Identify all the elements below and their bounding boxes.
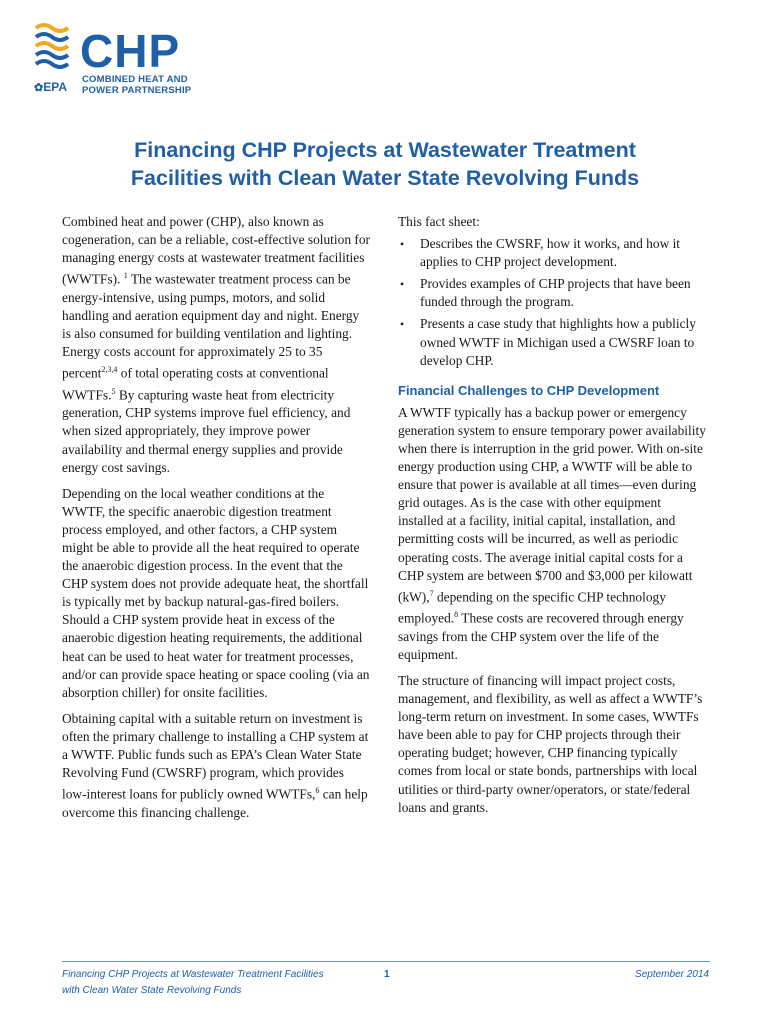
logo-epa-text <box>34 80 67 94</box>
chp-logo <box>34 18 234 118</box>
text-run: A WWTF typically has a backup power or emergency generation system to ensure temporary power availability when there is interruption in the grid power. With on-site energy production using CHP, a WWTF will be able to ensure that power is available at all times—even during grid outages. As is the case with other equipment installed at a facility, initial capital, installation, and permitting costs will be incurred, as well as periodic operating costs. The average initial capital costs for a CHP system are between $700 and $3,000 per kilowatt (kW), <box>398 404 706 605</box>
capital-paragraph <box>62 710 370 822</box>
list-item-text: Presents a case study that highlights how a publicly owned WWTF in Michigan used a CWSRF loan to develop CHP. <box>420 316 696 368</box>
text-run: These costs are recovered through energy savings from the CHP system over the life of the equipment. <box>398 610 684 662</box>
logo-epa-label: EPA <box>43 80 68 94</box>
fact-sheet-intro: This fact sheet: <box>398 214 480 229</box>
logo-line-1: COMBINED HEAT AND <box>82 74 188 85</box>
text-run: can help overcome this financing challenge. <box>62 786 368 820</box>
document-title <box>60 136 710 192</box>
footnote-ref-2: 2,3,4 <box>101 365 118 375</box>
text-run: of total operating costs at conventional WWTFs. <box>62 365 329 403</box>
title-line-1: Financing CHP Projects at Wastewater Treatment <box>134 138 636 162</box>
bullet-icon: • <box>400 317 405 332</box>
section-heading: Financial Challenges to CHP Development <box>398 382 660 398</box>
epa-flower-icon: ✿ <box>34 82 44 94</box>
title-line-2: Facilities with Clean Water State Revolving Funds <box>130 166 640 190</box>
footnote-ref-8: 8 <box>454 610 459 620</box>
text-run: Obtaining capital with a suitable return on investment is often the primary challenge to installing a CHP system at a WWTF. Public funds such as EPA’s Clean Water State Revolving Fund (CWSRF) program, which provides low-interest loans for publicly owned WWTFs, <box>62 710 369 802</box>
footer-divider <box>62 961 710 962</box>
logo-line-2: POWER PARTNERSHIP <box>82 85 192 96</box>
footnote-ref-1: 1 <box>123 271 128 281</box>
footer-title-line-2: with Clean Water State Revolving Funds <box>62 985 242 996</box>
right-column <box>398 213 708 825</box>
financing-structure-paragraph: The structure of financing will impact project costs, management, and flexibility, as well as affect a WWTF’s long-term return on investment. In some cases, WWTFs have been able to pay for CHP projects through their operating budget; however, CHP financing typically comes from local or state bonds, partnerships with local utilities or third-party owner/operators, or state/federal loans and grants. <box>398 673 703 815</box>
footnote-ref-7: 7 <box>429 588 434 598</box>
left-column <box>62 213 370 830</box>
footer-date: September 2014 <box>635 969 709 980</box>
challenges-paragraph <box>398 404 708 664</box>
bullet-icon: • <box>400 277 405 292</box>
text-run: Combined heat and power (CHP), also known as cogeneration, can be a reliable, cost-effective solution for managing energy costs at wastewater treatment facilities (WWTFs). <box>62 214 370 287</box>
text-run: depending on the specific CHP technology employed. <box>398 589 666 626</box>
list-item-text: Describes the CWSRF, how it works, and how it applies to CHP project development. <box>420 236 681 270</box>
partnership-emblem-icon <box>34 20 74 80</box>
list-item-text: Provides examples of CHP projects that have been funded through the program. <box>420 276 691 310</box>
intro-paragraph <box>62 213 370 477</box>
text-run: By capturing waste heat from electricity generation, CHP systems improve fuel efficiency, and when sized appropriately, they improve power availability and thermal energy supplies and provide energy cost savings. <box>62 387 351 475</box>
text-run: The wastewater treatment process can be energy-intensive, using pumps, motors, and solid handling and aeration equipment day and night. Energy is also consumed for building ventilation and lighting. Energy costs account for approximately 25 to 35 percent <box>62 271 360 381</box>
logo-partnership-text <box>82 74 191 96</box>
footnote-ref-6: 6 <box>315 786 320 796</box>
list-item <box>398 275 708 311</box>
footnote-ref-5: 5 <box>111 386 116 396</box>
footer-title-line-1: Financing CHP Projects at Wastewater Treatment Facilities <box>62 969 324 980</box>
digestion-paragraph: Depending on the local weather conditions at the WWTF, the specific anaerobic digestion treatment process employed, and other factors, a CHP system might be able to provide all the heat required to operate the anaerobic digestion process. In the event that the CHP system does not provide adequate heat, the shortfall is typically met by backup natural-gas-fired boilers. Should a CHP system provide heat in excess of the anaerobic digestion heating requirements, the additional heat can be used to heat water for treatment processes, and/or can provide space heating or space cooling (via an absorption chiller) for onsite facilities. <box>62 485 370 700</box>
list-item <box>398 235 708 271</box>
footer-title <box>62 967 362 999</box>
page-number: 1 <box>384 969 390 980</box>
fact-sheet-list <box>398 235 708 370</box>
bullet-icon: • <box>400 237 405 252</box>
logo-chp-text: CHP <box>80 25 181 77</box>
list-item <box>398 315 708 369</box>
